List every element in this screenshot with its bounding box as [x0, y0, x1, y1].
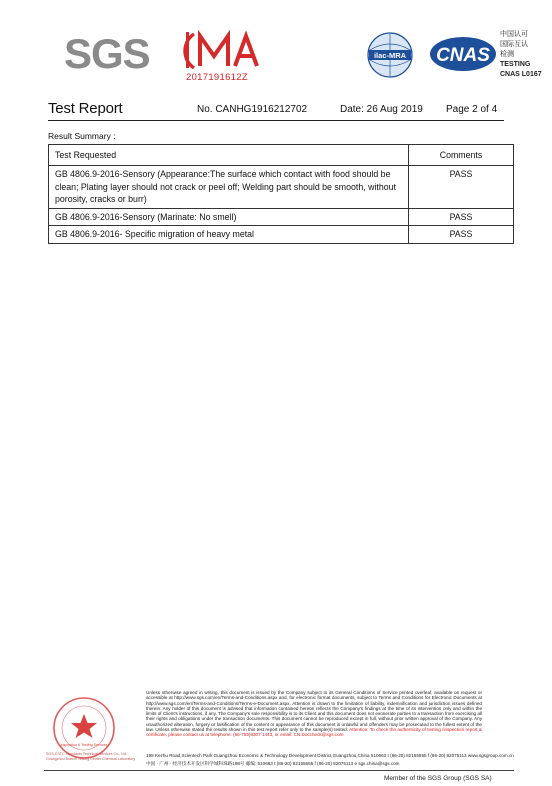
page-indicator: Page 2 of 4: [446, 104, 498, 115]
table-row: [49, 166, 514, 209]
comment-cell: PASS: [409, 166, 514, 209]
result-summary-table: [48, 144, 514, 244]
comment-cell: PASS: [409, 208, 514, 226]
svg-text:Inspection & Testing Services: Inspection & Testing Services: [60, 743, 108, 747]
title-rule: [48, 120, 504, 121]
sgs-group-member: Member of the SGS Group (SGS SA): [384, 775, 492, 782]
svg-text:ilac-MRA: ilac-MRA: [373, 51, 407, 60]
ilac-mra-logo: [362, 30, 418, 80]
report-number: No. CANHG1916212702: [197, 104, 308, 115]
cnas-logo: [428, 34, 498, 74]
sgs-company-seal: [46, 690, 142, 770]
authenticity-attention: Attention: To check the authenticity of testing /inspection report & certificate, please contact us at telephone: (86-755)8307 1443, or email: CN.Doccheck@sgs.com: [146, 727, 482, 738]
test-requested-cell: GB 4806.9-2016- Specific migration of heavy metal: [49, 226, 409, 244]
report-title: Test Report: [48, 100, 123, 117]
cnas-line-3: 检测: [500, 51, 514, 58]
table-row: [49, 226, 514, 244]
table-header-row: [49, 145, 514, 166]
cnas-line-4: TESTING: [500, 61, 531, 68]
terms-fine-print: [146, 690, 482, 738]
cnas-line-2: 国际互认: [500, 41, 528, 48]
comment-cell: PASS: [409, 226, 514, 244]
footer-rule: [44, 770, 514, 771]
table-row: [49, 208, 514, 226]
svg-text:CNAS: CNAS: [436, 45, 490, 66]
test-requested-cell: GB 4806.9-2016-Sensory (Appearance:The surface which contact with food should be clean; Plating layer should not crack or peel off; Welding part should be smooth, without porosity, cracks or burr): [49, 166, 409, 209]
company-address: [146, 752, 514, 768]
result-summary-label: Result Summary :: [48, 131, 116, 141]
test-requested-cell: GB 4806.9-2016-Sensory (Marinate: No smell): [49, 208, 409, 226]
terms-text: Unless otherwise agreed in writing, this document is issued by the Company subject to its General Conditions of Service printed overleaf, available on request or accessible at http://www.sgs.com/en/Terms-and-Conditions.aspx and, for electronic format documents, subject to Terms and Conditions for Electronic Documents at http://www.sgs.com/en/Terms-and-Conditions/Terms-e-Document.aspx. Attention is drawn to the limitation of liability, indemnification and jurisdiction issues defined therein. Any holder of this document is advised that information contained hereon reflects the Company's findings at the time of its intervention only and within the limits of Client's instructions, if any. The Company's sole responsibility is to its Client and this document does not exonerate parties to a transaction from exercising all their rights and obligations under the transaction documents. This document cannot be reproduced except in full, without prior written approval of the Company. Any unauthorized alteration, forgery or falsification of the content or appearance of this document is unlawful and offenders may be prosecuted to the fullest extent of the law. Unless otherwise stated the results shown in this test report refer only to the sample(s) tested.: [146, 690, 482, 733]
cnas-accreditation-text: [500, 30, 542, 80]
header-comments: Comments: [409, 145, 514, 166]
address-english: 198 Kezhu Road,Scientech Park Guangzhou Economic & Technology Development District,Guangzhou,China 510663 t (86-20) 82155555 f (86-20) 82075113 www.sgsgroup.com.cn: [146, 753, 514, 758]
address-chinese: 中国 · 广州 · 经济技术开发区科学城科珠路198号 邮编: 510663 t (86-20) 82155555 f (86-20) 82075113 e sgs.china@sgs.com: [146, 761, 400, 766]
sgs-logo: [62, 30, 158, 74]
header-test-requested: Test Requested: [49, 145, 409, 166]
ma-certificate-number: 2017191612Z: [186, 72, 248, 83]
cnas-line-1: 中国认可: [500, 31, 528, 38]
seal-side-text: SGS-CSTC Standards Technical Services Co., Ltd. Guangzhou Branch Testing Center Chemical Laboratory: [46, 752, 136, 761]
report-date: Date: 26 Aug 2019: [340, 104, 423, 115]
cnas-line-5: CNAS L0167: [500, 71, 542, 78]
svg-text:SGS: SGS: [64, 30, 150, 74]
